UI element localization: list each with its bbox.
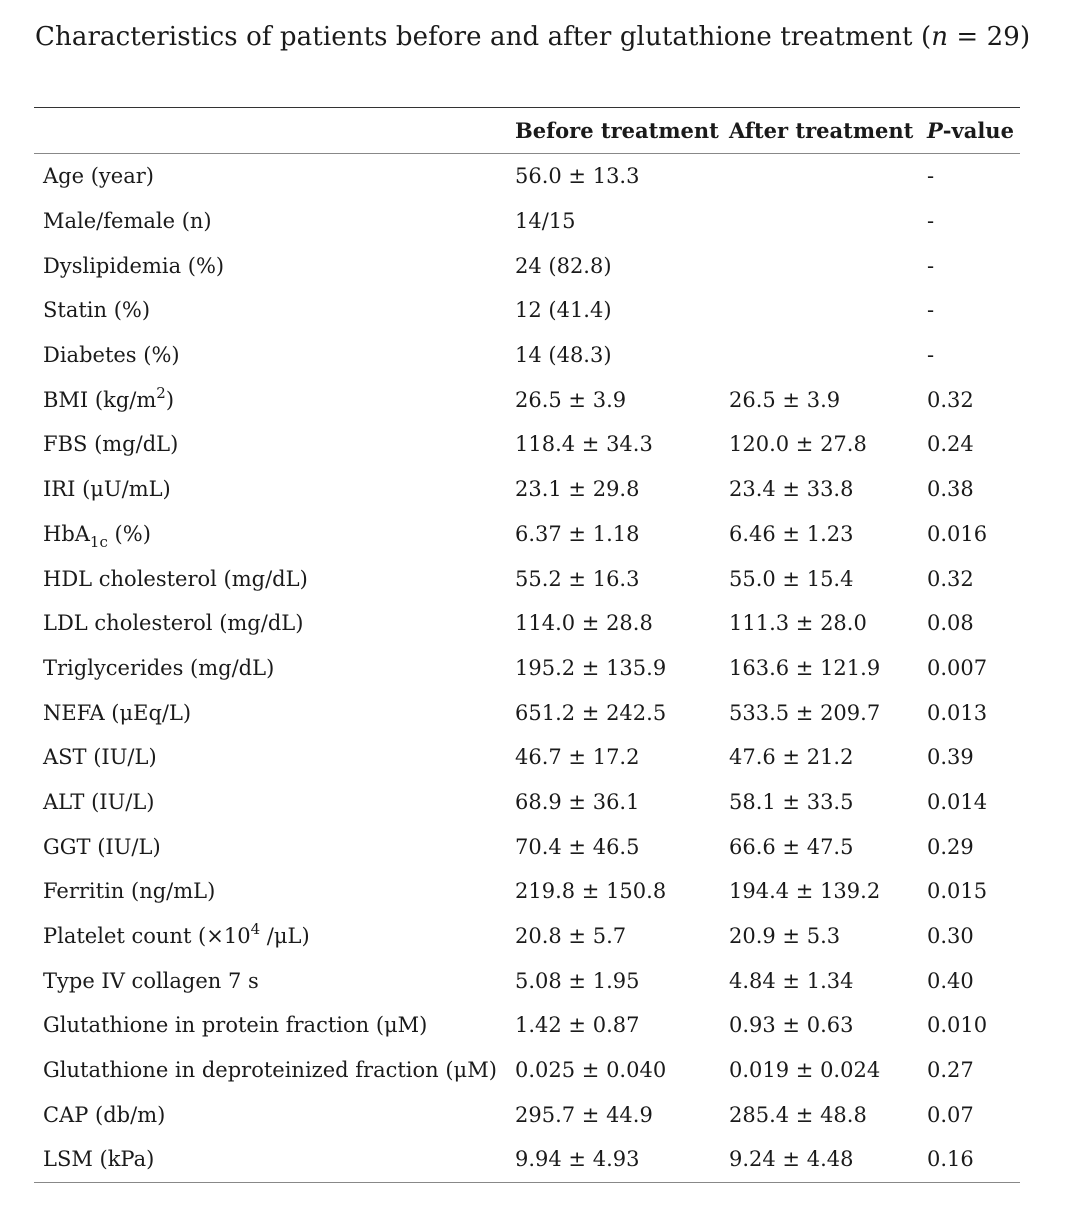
patient-characteristics-table: [34, 107, 1020, 1183]
table-row: [34, 512, 1020, 557]
cell-after-treatment: 4.84 ± 1.34: [729, 968, 854, 993]
row-label: ALT (IU/L): [43, 789, 155, 814]
table-row: [34, 377, 1020, 422]
cell-after-treatment: 66.6 ± 47.5: [729, 834, 854, 859]
table-row: [34, 288, 1020, 333]
row-label-subscript: 1c: [89, 532, 108, 551]
header-p-value: [918, 108, 1020, 154]
cell-p-value: 0.16: [927, 1147, 974, 1172]
table-row: [34, 154, 1020, 199]
cell-before-treatment: 55.2 ± 16.3: [515, 566, 640, 591]
cell-after-treatment: [720, 333, 918, 378]
header-before-treatment: Before treatment: [515, 118, 719, 143]
row-label: CAP (db/m): [43, 1102, 166, 1127]
table-body: [34, 154, 1020, 1183]
cell-p-value: 0.014: [927, 789, 988, 814]
cell-before-treatment: 295.7 ± 44.9: [515, 1102, 653, 1127]
cell-p-value: 0.007: [927, 655, 988, 680]
cell-after-treatment: 58.1 ± 33.5: [729, 789, 854, 814]
cell-before-treatment: 12 (41.4): [515, 298, 612, 323]
row-label: Glutathione in deproteinized fraction (μM): [43, 1058, 497, 1083]
cell-before-treatment: 114.0 ± 28.8: [515, 611, 653, 636]
cell-before-treatment: 0.025 ± 0.040: [515, 1058, 667, 1083]
cell-p-value: 0.38: [927, 477, 974, 502]
table-row: [34, 824, 1020, 869]
row-label: HDL cholesterol (mg/dL): [43, 566, 308, 591]
cell-after-treatment: 120.0 ± 27.8: [729, 432, 867, 457]
header-p-italic: P: [927, 118, 943, 143]
cell-p-value: 0.24: [927, 432, 974, 457]
row-label-text: /μL): [260, 924, 310, 949]
cell-p-value: 0.32: [927, 566, 974, 591]
row-label: Type IV collagen 7 s: [43, 968, 259, 993]
row-label: [34, 914, 506, 959]
cell-after-treatment: 194.4 ± 139.2: [729, 879, 881, 904]
row-label: Male/female (n): [43, 209, 212, 234]
cell-before-treatment: 14 (48.3): [515, 343, 612, 368]
cell-p-value: 0.40: [927, 968, 974, 993]
cell-after-treatment: [720, 243, 918, 288]
table-row: [34, 958, 1020, 1003]
cell-before-treatment: 26.5 ± 3.9: [515, 387, 627, 412]
cell-before-treatment: 651.2 ± 242.5: [515, 700, 667, 725]
row-label: IRI (μU/mL): [43, 477, 171, 502]
table-row: [34, 1137, 1020, 1182]
cell-before-treatment: 9.94 ± 4.93: [515, 1147, 640, 1172]
cell-after-treatment: 20.9 ± 5.3: [729, 924, 841, 949]
cell-before-treatment: 56.0 ± 13.3: [515, 164, 640, 189]
cell-after-treatment: 163.6 ± 121.9: [729, 655, 881, 680]
cell-p-value: 0.07: [927, 1102, 974, 1127]
cell-p-value: 0.010: [927, 1013, 988, 1038]
header-characteristic: [34, 108, 506, 154]
cell-before-treatment: 68.9 ± 36.1: [515, 789, 640, 814]
cell-after-treatment: [720, 154, 918, 199]
cell-after-treatment: 0.019 ± 0.024: [729, 1058, 881, 1083]
cell-before-treatment: 20.8 ± 5.7: [515, 924, 627, 949]
cell-after-treatment: 533.5 ± 209.7: [729, 700, 881, 725]
table-row: [34, 1048, 1020, 1093]
table-caption: [35, 22, 1030, 52]
cell-p-value: -: [927, 164, 935, 189]
cell-before-treatment: 23.1 ± 29.8: [515, 477, 640, 502]
cell-p-value: 0.015: [927, 879, 988, 904]
caption-suffix: = 29): [948, 22, 1031, 52]
table-row: [34, 601, 1020, 646]
cell-before-treatment: 118.4 ± 34.3: [515, 432, 653, 457]
cell-before-treatment: 195.2 ± 135.9: [515, 655, 667, 680]
cell-p-value: 0.32: [927, 387, 974, 412]
cell-after-treatment: [720, 288, 918, 333]
header-after-treatment: After treatment: [729, 118, 914, 143]
caption-n-symbol: n: [931, 22, 949, 52]
table-row: [34, 467, 1020, 512]
cell-after-treatment: 47.6 ± 21.2: [729, 745, 854, 770]
cell-before-treatment: 70.4 ± 46.5: [515, 834, 640, 859]
cell-after-treatment: 26.5 ± 3.9: [729, 387, 841, 412]
cell-p-value: 0.013: [927, 700, 988, 725]
row-label: Statin (%): [43, 298, 151, 323]
row-label: AST (IU/L): [43, 745, 157, 770]
cell-p-value: 0.016: [927, 521, 988, 546]
table-row: [34, 780, 1020, 825]
table-row: [34, 646, 1020, 691]
row-label-superscript: 2: [156, 383, 166, 402]
row-label: [34, 377, 506, 422]
table-row: [34, 735, 1020, 780]
cell-before-treatment: 1.42 ± 0.87: [515, 1013, 640, 1038]
cell-before-treatment: 14/15: [515, 209, 576, 234]
cell-p-value: 0.29: [927, 834, 974, 859]
cell-after-treatment: 23.4 ± 33.8: [729, 477, 854, 502]
table-row: [34, 1092, 1020, 1137]
row-label-superscript: 4: [250, 920, 261, 939]
row-label: Dyslipidemia (%): [43, 253, 225, 278]
cell-before-treatment: 5.08 ± 1.95: [515, 968, 640, 993]
cell-after-treatment: [720, 199, 918, 244]
header-row: [34, 108, 1020, 154]
table-row: [34, 690, 1020, 735]
patient-characteristics-table-wrapper: [34, 107, 1020, 1183]
cell-after-treatment: 111.3 ± 28.0: [729, 611, 867, 636]
row-label-text: BMI (kg/m: [43, 387, 157, 412]
cell-after-treatment: 9.24 ± 4.48: [729, 1147, 854, 1172]
cell-before-treatment: 219.8 ± 150.8: [515, 879, 667, 904]
row-label-text: Platelet count (×10: [43, 924, 251, 949]
row-label: GGT (IU/L): [43, 834, 161, 859]
cell-before-treatment: 6.37 ± 1.18: [515, 521, 640, 546]
row-label: Triglycerides (mg/dL): [43, 655, 275, 680]
row-label: LSM (kPa): [43, 1147, 155, 1172]
cell-p-value: -: [927, 209, 935, 234]
cell-after-treatment: 55.0 ± 15.4: [729, 566, 854, 591]
row-label: Diabetes (%): [43, 343, 180, 368]
cell-p-value: 0.30: [927, 924, 974, 949]
table-row: [34, 199, 1020, 244]
cell-p-value: 0.27: [927, 1058, 974, 1083]
table-row: [34, 422, 1020, 467]
row-label: NEFA (μEq/L): [43, 700, 192, 725]
table-header: [34, 108, 1020, 154]
table-row: [34, 914, 1020, 959]
table-row: [34, 1003, 1020, 1048]
row-label-text: HbA: [43, 521, 90, 546]
cell-p-value: 0.39: [927, 745, 974, 770]
cell-before-treatment: 24 (82.8): [515, 253, 612, 278]
table-row: [34, 869, 1020, 914]
table-row: [34, 556, 1020, 601]
cell-after-treatment: 0.93 ± 0.63: [729, 1013, 854, 1038]
cell-after-treatment: 6.46 ± 1.23: [729, 521, 854, 546]
row-label-text: ): [165, 387, 175, 412]
cell-p-value: -: [927, 253, 935, 278]
cell-p-value: -: [927, 298, 935, 323]
row-label: Age (year): [43, 164, 154, 189]
cell-before-treatment: 46.7 ± 17.2: [515, 745, 640, 770]
row-label: [34, 512, 506, 557]
header-p-rest: -value: [942, 118, 1014, 143]
row-label: FBS (mg/dL): [43, 432, 179, 457]
row-label-text: (%): [107, 521, 151, 546]
row-label: Glutathione in protein fraction (μM): [43, 1013, 428, 1038]
cell-p-value: -: [927, 343, 935, 368]
table-row: [34, 243, 1020, 288]
cell-p-value: 0.08: [927, 611, 974, 636]
row-label: Ferritin (ng/mL): [43, 879, 216, 904]
cell-after-treatment: 285.4 ± 48.8: [729, 1102, 867, 1127]
caption-prefix: Characteristics of patients before and after glutathione treatment (: [35, 22, 932, 52]
row-label: LDL cholesterol (mg/dL): [43, 611, 304, 636]
table-row: [34, 333, 1020, 378]
